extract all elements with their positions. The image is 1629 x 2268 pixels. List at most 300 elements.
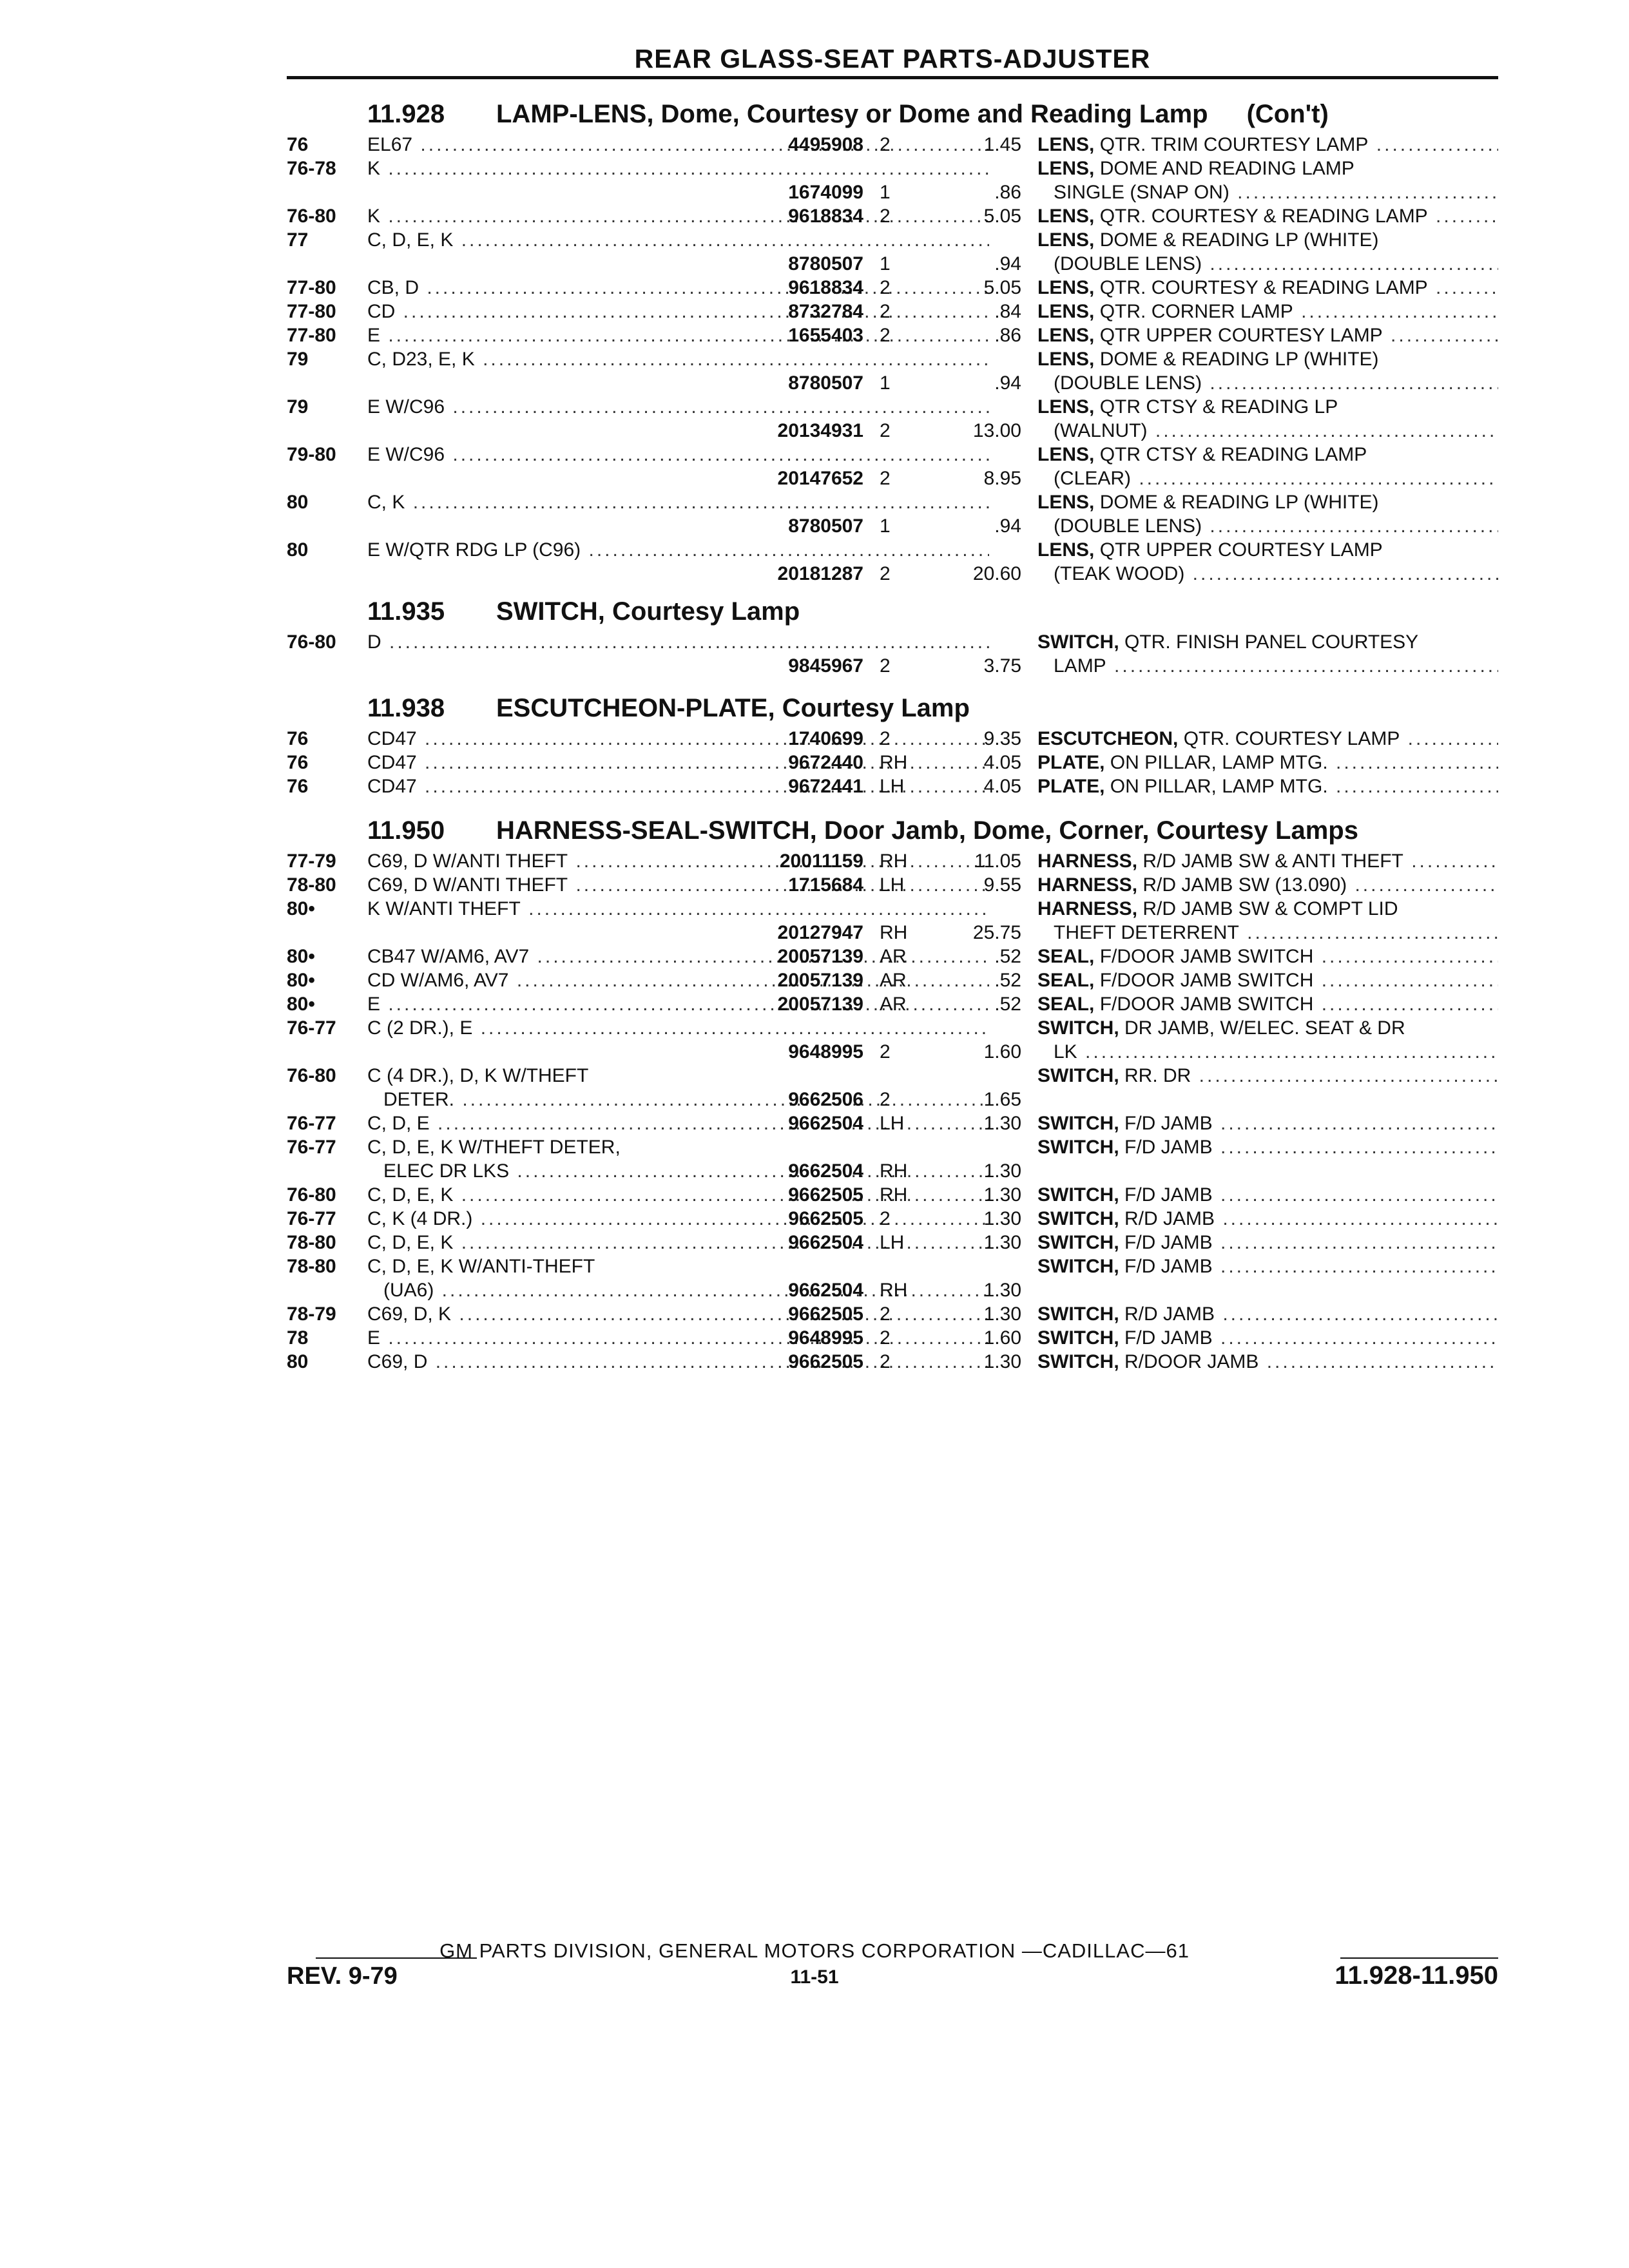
quantity-cell: 1 — [880, 515, 891, 537]
quantity-cell: 2 — [880, 206, 891, 227]
price-cell: .52 — [994, 970, 1021, 991]
section-continued: (Con't) — [1246, 100, 1329, 128]
table-row — [287, 1326, 1498, 1350]
part-name-cont-cell: (DOUBLE LENS) ..... — [1054, 252, 1498, 276]
section-11-938 — [287, 689, 1498, 798]
table-row — [287, 1183, 1498, 1207]
part-name-cell — [1037, 228, 1498, 252]
part-name-keyword: LENS, — [1037, 134, 1095, 155]
price-cell: 1.30 — [983, 1208, 1021, 1229]
quantity-cell: RH — [880, 850, 908, 872]
application-cell: C (2 DR.), E ..... — [367, 1016, 989, 1040]
price-cell: 8.95 — [983, 468, 1021, 489]
part-number-cell: 8732784 — [788, 301, 863, 322]
part-name-keyword: SWITCH, — [1037, 631, 1119, 653]
part-name-text: F/D JAMB — [1124, 1137, 1213, 1158]
year-cell: 76-77 — [287, 1137, 336, 1158]
part-name-keyword: SEAL, — [1037, 994, 1095, 1015]
application-cont-cell: ELEC DR LKS ..... — [383, 1159, 989, 1183]
part-name-text: F/D JAMB — [1124, 1256, 1213, 1277]
application-cell: C, K (4 DR.) ..... — [367, 1207, 989, 1231]
part-name-keyword: SWITCH, — [1037, 1303, 1119, 1325]
part-name-cell — [1037, 1254, 1498, 1278]
section-number: 11.935 — [367, 597, 445, 626]
price-cell: 1.60 — [983, 1041, 1021, 1062]
part-number-cell: 9662505 — [788, 1208, 863, 1229]
part-name-text: QTR. CORNER LAMP — [1099, 301, 1293, 322]
part-name-cell — [1037, 323, 1498, 347]
part-number-cell: 9672441 — [788, 776, 863, 797]
part-name-text: QTR. COURTESY LAMP — [1183, 728, 1400, 749]
year-cell: 77-79 — [287, 850, 336, 872]
section-number: 11.938 — [367, 694, 445, 722]
application-cell: K W/ANTI THEFT ..... — [367, 897, 989, 921]
year-cell: 78-79 — [287, 1303, 336, 1325]
price-cell: 1.30 — [983, 1351, 1021, 1372]
quantity-cell: 1 — [880, 372, 891, 394]
application-cell: C, D23, E, K ..... — [367, 347, 989, 371]
table-row — [287, 992, 1498, 1016]
part-name-cont-cell: LK ..... — [1054, 1040, 1498, 1064]
part-name-keyword: LENS, — [1037, 444, 1095, 465]
price-cell: 11.05 — [974, 850, 1021, 872]
part-name-keyword: LENS, — [1037, 229, 1095, 251]
application-cell: C, D, E, K W/ANTI-THEFT — [367, 1256, 595, 1277]
year-cell: 80• — [287, 994, 315, 1015]
application-cell: C69, D, K ..... — [367, 1302, 989, 1326]
part-name-keyword: SWITCH, — [1037, 1137, 1119, 1158]
year-cell: 80• — [287, 898, 315, 919]
part-name-text: QTR. COURTESY & READING LAMP — [1099, 277, 1428, 298]
quantity-cell: 2 — [880, 563, 891, 584]
part-name-keyword: SWITCH, — [1037, 1065, 1119, 1086]
price-cell: 5.05 — [983, 277, 1021, 298]
part-name-cont-cell: THEFT DETERRENT ..... — [1054, 921, 1498, 945]
part-name-cell — [1037, 873, 1498, 897]
part-name-text: R/D JAMB — [1124, 1208, 1215, 1229]
application-cell: C69, D ..... — [367, 1350, 989, 1374]
part-name-cont-cell: SINGLE (SNAP ON) ..... — [1054, 180, 1498, 204]
price-cell: 1.30 — [983, 1184, 1021, 1206]
footer-page-number: 11-51 — [790, 1966, 839, 1988]
part-number-cell: 9662504 — [788, 1280, 863, 1301]
section-11-935 — [287, 593, 1498, 678]
part-name-text: DOME & READING LP (WHITE) — [1099, 349, 1379, 370]
table-row — [287, 774, 1498, 798]
price-cell: .86 — [994, 325, 1021, 346]
part-number-cell: 20057139 — [777, 946, 863, 967]
part-name-text: QTR. FINISH PANEL COURTESY — [1124, 631, 1419, 653]
price-cell: 1.30 — [983, 1232, 1021, 1253]
part-name-text: ON PILLAR, LAMP MTG. — [1110, 752, 1328, 773]
quantity-cell: AR — [880, 994, 907, 1015]
price-cell: 13.00 — [972, 420, 1021, 441]
quantity-cell: 2 — [880, 1351, 891, 1372]
section-title: ESCUTCHEON-PLATE, Courtesy Lamp — [496, 694, 970, 722]
price-cell: 1.45 — [983, 134, 1021, 155]
price-cell: .52 — [994, 946, 1021, 967]
part-name-text: QTR UPPER COURTESY LAMP — [1099, 539, 1383, 561]
section-heading — [287, 593, 1498, 630]
part-name-cell — [1037, 490, 1498, 514]
part-number-cell: 1740699 — [788, 728, 863, 749]
part-name-cell — [1037, 443, 1498, 466]
year-cell: 78-80 — [287, 1232, 336, 1253]
part-number-cell: 9618834 — [788, 277, 863, 298]
part-name-cell — [1037, 538, 1498, 562]
year-cell: 76-80 — [287, 1065, 336, 1086]
table-row — [287, 133, 1498, 157]
part-name-text: R/D JAMB SW & COMPT LID — [1142, 898, 1398, 919]
part-name-keyword: LENS, — [1037, 539, 1095, 561]
year-cell: 77-80 — [287, 325, 336, 346]
part-name-cell — [1037, 276, 1498, 300]
part-name-text: DOME & READING LP (WHITE) — [1099, 492, 1379, 513]
application-cell: K ..... — [367, 204, 989, 228]
table-row — [287, 443, 1498, 490]
part-name-text: DR JAMB, W/ELEC. SEAT & DR — [1124, 1017, 1405, 1039]
part-number-cell: 9662504 — [788, 1160, 863, 1182]
part-number-cell: 9662504 — [788, 1113, 863, 1134]
quantity-cell: AR — [880, 970, 907, 991]
part-name-cell — [1037, 204, 1498, 228]
part-name-text: F/DOOR JAMB SWITCH — [1099, 970, 1314, 991]
part-number-cell: 8780507 — [788, 372, 863, 394]
price-cell: 1.30 — [983, 1113, 1021, 1134]
application-cell: E W/C96 ..... — [367, 443, 989, 466]
price-cell: 3.75 — [983, 655, 1021, 677]
quantity-cell: LH — [880, 776, 905, 797]
part-number-cell: 20134931 — [777, 420, 863, 441]
part-number-cell: 1715684 — [788, 874, 863, 896]
table-row — [287, 1231, 1498, 1254]
year-cell: 80 — [287, 1351, 309, 1372]
part-name-keyword: LENS, — [1037, 301, 1095, 322]
application-cell: C (4 DR.), D, K W/THEFT — [367, 1065, 589, 1086]
year-cell: 76-77 — [287, 1113, 336, 1134]
year-cell: 76 — [287, 752, 309, 773]
price-cell: 1.65 — [983, 1089, 1021, 1110]
part-name-cell — [1037, 1016, 1498, 1040]
quantity-cell: 2 — [880, 277, 891, 298]
part-number-cell: 20057139 — [777, 970, 863, 991]
part-number-cell: 9662506 — [788, 1089, 863, 1110]
part-name-cell — [1037, 968, 1498, 992]
part-name-text: DOME AND READING LAMP — [1099, 158, 1354, 179]
part-name-keyword: SWITCH, — [1037, 1351, 1119, 1372]
section-number: 11.950 — [367, 816, 445, 845]
price-cell: 9.55 — [983, 874, 1021, 896]
part-name-text: QTR CTSY & READING LAMP — [1099, 444, 1367, 465]
quantity-cell: RH — [880, 752, 908, 773]
application-cell: CB47 W/AM6, AV7 ..... — [367, 945, 989, 968]
price-cell: .52 — [994, 994, 1021, 1015]
year-cell: 76-77 — [287, 1208, 336, 1229]
table-row — [287, 1254, 1498, 1302]
part-number-cell: 20181287 — [777, 563, 863, 584]
part-name-keyword: LENS, — [1037, 492, 1095, 513]
year-cell: 76-77 — [287, 1017, 336, 1039]
year-cell: 76-80 — [287, 206, 336, 227]
part-name-keyword: SEAL, — [1037, 970, 1095, 991]
part-name-keyword: SWITCH, — [1037, 1256, 1119, 1277]
year-cell: 78-80 — [287, 1256, 336, 1277]
table-row — [287, 1016, 1498, 1064]
application-cell: CD47 ..... — [367, 727, 989, 751]
part-name-cell — [1037, 992, 1498, 1016]
part-name-text: R/D JAMB — [1124, 1303, 1215, 1325]
part-name-keyword: SWITCH, — [1037, 1327, 1119, 1349]
footer-publisher: GM PARTS DIVISION, GENERAL MOTORS CORPORATION —CADILLAC—61 — [439, 1939, 1190, 1962]
application-cont-cell: (UA6) ..... — [383, 1278, 989, 1302]
part-name-keyword: SWITCH, — [1037, 1113, 1119, 1134]
part-name-cell — [1037, 727, 1498, 751]
part-name-keyword: SWITCH, — [1037, 1017, 1119, 1039]
quantity-cell: 2 — [880, 1089, 891, 1110]
year-cell: 79 — [287, 396, 309, 418]
part-name-text: F/D JAMB — [1124, 1184, 1213, 1206]
table-row — [287, 873, 1498, 897]
part-number-cell: 20147652 — [777, 468, 863, 489]
part-number-cell: 20011159 — [779, 850, 863, 872]
year-cell: 77 — [287, 229, 309, 251]
part-name-cell — [1037, 849, 1498, 873]
part-name-cell — [1037, 774, 1498, 798]
application-cell: CD ..... — [367, 300, 989, 323]
price-cell: 1.60 — [983, 1327, 1021, 1349]
part-name-keyword: PLATE, — [1037, 776, 1105, 797]
quantity-cell: AR — [880, 946, 907, 967]
part-number-cell: 4495908 — [788, 134, 863, 155]
part-name-cell — [1037, 157, 1498, 180]
price-cell: 1.30 — [983, 1303, 1021, 1325]
application-cell: E W/C96 ..... — [367, 395, 989, 419]
application-cell: E ..... — [367, 1326, 989, 1350]
table-row — [287, 347, 1498, 395]
year-cell: 76-78 — [287, 158, 336, 179]
application-cell: C, D, E, K ..... — [367, 1183, 989, 1207]
table-row — [287, 204, 1498, 228]
part-number-cell: 9648995 — [788, 1327, 863, 1349]
part-name-text: QTR CTSY & READING LP — [1099, 396, 1338, 418]
application-cell: C, D, E, K W/THEFT DETER, — [367, 1137, 621, 1158]
section-title: HARNESS-SEAL-SWITCH, Door Jamb, Dome, Corner, Courtesy Lamps — [496, 816, 1358, 845]
part-name-cell — [1037, 1231, 1498, 1254]
part-number-cell: 9845967 — [788, 655, 863, 677]
page-title: REAR GLASS-SEAT PARTS-ADJUSTER — [634, 44, 1151, 73]
section-11-950 — [287, 812, 1498, 1374]
price-cell: 1.30 — [983, 1280, 1021, 1301]
part-number-cell: 9672440 — [788, 752, 863, 773]
table-row — [287, 897, 1498, 945]
part-number-cell: 9618834 — [788, 206, 863, 227]
part-name-text: RR. DR — [1124, 1065, 1191, 1086]
part-number-cell: 1674099 — [788, 182, 863, 203]
table-row — [287, 538, 1498, 586]
application-cell: C69, D W/ANTI THEFT ..... — [367, 849, 989, 873]
quantity-cell: 2 — [880, 1041, 891, 1062]
price-cell: .94 — [994, 372, 1021, 394]
title-rule — [287, 76, 1498, 79]
table-row — [287, 1135, 1498, 1183]
part-name-cont-cell: (DOUBLE LENS) ..... — [1054, 514, 1498, 538]
price-cell: 20.60 — [972, 563, 1021, 584]
part-name-cont-cell: (TEAK WOOD) ..... — [1054, 562, 1498, 586]
part-name-cell — [1037, 347, 1498, 371]
application-cell: E W/QTR RDG LP (C96) ..... — [367, 538, 989, 562]
part-name-keyword: SWITCH, — [1037, 1208, 1119, 1229]
price-cell: .94 — [994, 515, 1021, 537]
part-name-keyword: HARNESS, — [1037, 874, 1138, 896]
quantity-cell: RH — [880, 1280, 908, 1301]
part-name-keyword: SEAL, — [1037, 946, 1095, 967]
section-heading — [287, 812, 1498, 849]
part-number-cell: 9648995 — [788, 1041, 863, 1062]
part-name-keyword: LENS, — [1037, 158, 1095, 179]
table-row — [287, 1302, 1498, 1326]
part-name-text: F/DOOR JAMB SWITCH — [1099, 994, 1314, 1015]
quantity-cell: 2 — [880, 1303, 891, 1325]
application-cell: C, D, E, K ..... — [367, 1231, 989, 1254]
year-cell: 78 — [287, 1327, 309, 1349]
part-name-keyword: LENS, — [1037, 206, 1095, 227]
year-cell: 80• — [287, 946, 315, 967]
part-name-keyword: SWITCH, — [1037, 1184, 1119, 1206]
part-name-cell — [1037, 300, 1498, 323]
application-cell: C, D, E, K ..... — [367, 228, 989, 252]
part-name-keyword: PLATE, — [1037, 752, 1105, 773]
part-name-cell — [1037, 1183, 1498, 1207]
part-name-keyword: LENS, — [1037, 277, 1095, 298]
part-name-cell — [1037, 1111, 1498, 1135]
part-name-cell — [1037, 133, 1498, 157]
part-name-cell — [1037, 1350, 1498, 1374]
table-row — [287, 323, 1498, 347]
application-cell: CD W/AM6, AV7 ..... — [367, 968, 989, 992]
part-name-text: QTR UPPER COURTESY LAMP — [1099, 325, 1383, 346]
quantity-cell: 1 — [880, 182, 891, 203]
part-number-cell: 8780507 — [788, 515, 863, 537]
quantity-cell: RH — [880, 1184, 908, 1206]
application-cell: D ..... — [367, 630, 989, 654]
part-name-cell — [1037, 1326, 1498, 1350]
section-heading — [287, 95, 1498, 133]
part-name-cell — [1037, 1302, 1498, 1326]
quantity-cell: 2 — [880, 468, 891, 489]
price-cell: 4.05 — [983, 752, 1021, 773]
part-number-cell: 9662505 — [788, 1184, 863, 1206]
quantity-cell: RH — [880, 922, 908, 943]
table-row — [287, 300, 1498, 323]
part-name-text: R/D JAMB SW & ANTI THEFT — [1142, 850, 1403, 872]
part-name-cell — [1037, 395, 1498, 419]
part-name-cont-cell: (WALNUT) ..... — [1054, 419, 1498, 443]
quantity-cell: LH — [880, 874, 905, 896]
price-cell: .84 — [994, 301, 1021, 322]
price-cell: 9.35 — [983, 728, 1021, 749]
quantity-cell: 2 — [880, 420, 891, 441]
quantity-cell: RH — [880, 1160, 908, 1182]
table-row — [287, 1350, 1498, 1374]
year-cell: 76 — [287, 134, 309, 155]
application-cell: C, K ..... — [367, 490, 989, 514]
part-name-cell — [1037, 1064, 1498, 1088]
table-row — [287, 157, 1498, 204]
table-row — [287, 751, 1498, 774]
year-cell: 80• — [287, 970, 315, 991]
table-row — [287, 727, 1498, 751]
part-name-cell — [1037, 630, 1498, 654]
part-name-text: QTR. COURTESY & READING LAMP — [1099, 206, 1428, 227]
year-cell: 76-80 — [287, 631, 336, 653]
part-name-cell — [1037, 1135, 1498, 1159]
application-cell: E ..... — [367, 323, 989, 347]
year-cell: 76-80 — [287, 1184, 336, 1206]
price-cell: 4.05 — [983, 776, 1021, 797]
price-cell: .94 — [994, 253, 1021, 274]
part-name-keyword: LENS, — [1037, 349, 1095, 370]
part-number-cell: 20127947 — [777, 922, 863, 943]
part-name-text: R/DOOR JAMB — [1124, 1351, 1259, 1372]
quantity-cell: 2 — [880, 728, 891, 749]
year-cell: 76 — [287, 728, 309, 749]
table-row — [287, 276, 1498, 300]
part-name-text: F/D JAMB — [1124, 1327, 1213, 1349]
part-name-text: R/D JAMB SW (13.090) — [1142, 874, 1347, 896]
price-cell: 1.30 — [983, 1160, 1021, 1182]
part-name-cont-cell: (CLEAR) ..... — [1054, 466, 1498, 490]
section-heading — [287, 689, 1498, 727]
quantity-cell: 2 — [880, 655, 891, 677]
part-name-text: QTR. TRIM COURTESY LAMP — [1099, 134, 1369, 155]
quantity-cell: 1 — [880, 253, 891, 274]
application-cell: CB, D ..... — [367, 276, 989, 300]
quantity-cell: 2 — [880, 325, 891, 346]
year-cell: 76 — [287, 776, 309, 797]
part-name-keyword: HARNESS, — [1037, 850, 1138, 872]
quantity-cell: 2 — [880, 1327, 891, 1349]
part-number-cell: 20057139 — [777, 994, 863, 1015]
year-cell: 79-80 — [287, 444, 336, 465]
quantity-cell: LH — [880, 1113, 905, 1134]
price-cell: 25.75 — [972, 922, 1021, 943]
table-row — [287, 968, 1498, 992]
part-name-keyword: SWITCH, — [1037, 1232, 1119, 1253]
quantity-cell: 2 — [880, 134, 891, 155]
part-name-cell — [1037, 945, 1498, 968]
table-row — [287, 1111, 1498, 1135]
quantity-cell: 2 — [880, 1208, 891, 1229]
part-name-keyword: ESCUTCHEON, — [1037, 728, 1179, 749]
footer-revision: REV. 9-79 — [287, 1963, 398, 1990]
part-number-cell: 8780507 — [788, 253, 863, 274]
table-row — [287, 1064, 1498, 1111]
part-name-text: ON PILLAR, LAMP MTG. — [1110, 776, 1328, 797]
table-row — [287, 630, 1498, 678]
part-name-cont-cell: (DOUBLE LENS) ..... — [1054, 371, 1498, 395]
part-name-keyword: LENS, — [1037, 396, 1095, 418]
application-cell: CD47 ..... — [367, 774, 989, 798]
application-cell: CD47 ..... — [367, 751, 989, 774]
quantity-cell: LH — [880, 1232, 905, 1253]
year-cell: 79 — [287, 349, 309, 370]
part-name-cont-cell: LAMP ..... — [1054, 654, 1498, 678]
section-title: LAMP-LENS, Dome, Courtesy or Dome and Reading Lamp — [496, 100, 1208, 128]
part-number-cell: 9662505 — [788, 1351, 863, 1372]
price-cell: 5.05 — [983, 206, 1021, 227]
year-cell: 78-80 — [287, 874, 336, 896]
year-cell: 77-80 — [287, 277, 336, 298]
